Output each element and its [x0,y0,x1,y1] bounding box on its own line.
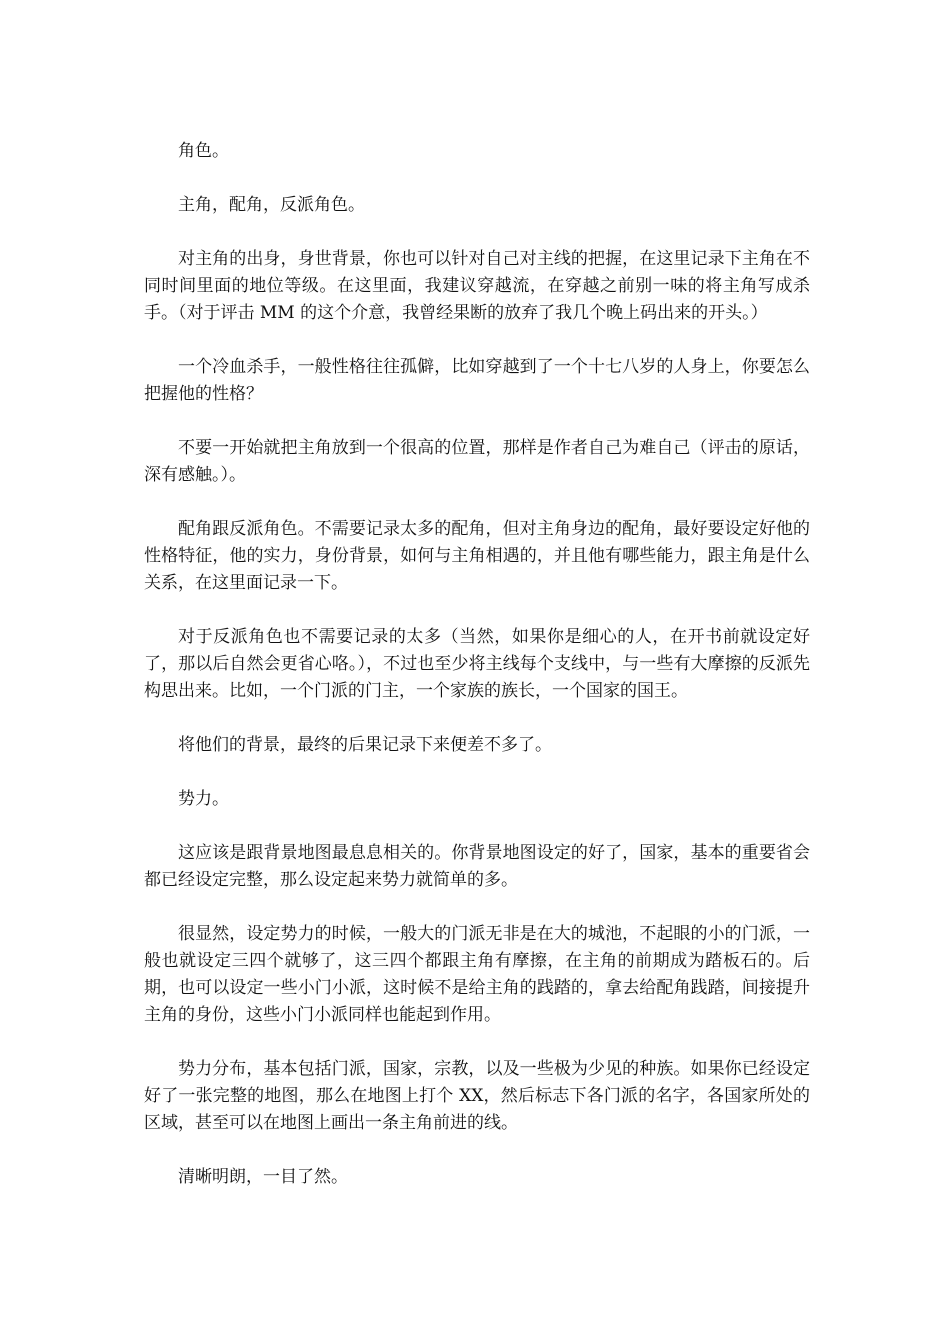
paragraph: 将他们的背景，最终的后果记录下来便差不多了。 [178,735,552,755]
document-body [144,138,810,1218]
paragraph: 一个冷血杀手，一般性格往往孤僻，比如穿越到了一个十七八岁的人身上，你要怎么把握他的性格？ [144,357,810,404]
paragraph: 配角跟反派角色。不需要记录太多的配角，但对主角身边的配角，最好要设定好他的性格特征，他的实力，身份背景，如何与主角相遇的，并且他有哪些能力，跟主角是什么关系，在这里面记录一下。 [144,519,810,593]
paragraph: 很显然，设定势力的时候，一般大的门派无非是在大的城池，不起眼的小的门派，一般也就设定三四个就够了，这三四个都跟主角有摩擦，在主角的前期成为踏板石的。后期，也可以设定一些小门小派，这时候不是给主角的践踏的，拿去给配角践踏，间接提升主角的身份，这些小门小派同样也能起到作用。 [144,924,810,1025]
paragraph: 清晰明朗，一目了然。 [178,1167,348,1187]
paragraph: 这应该是跟背景地图最息息相关的。你背景地图设定的好了，国家，基本的重要省会都已经设定完整，那么设定起来势力就简单的多。 [144,843,810,890]
paragraph: 角色。 [178,141,229,161]
paragraph: 对于反派角色也不需要记录的太多（当然，如果你是细心的人，在开书前就设定好了，那以后自然会更省心咯。），不过也至少将主线每个支线中，与一些有大摩擦的反派先构思出来。比如，一个门派的门主，一个家族的族长，一个国家的国王。 [144,627,810,701]
paragraph: 主角，配角，反派角色。 [178,195,365,215]
paragraph: 不要一开始就把主角放到一个很高的位置，那样是作者自己为难自己（评击的原话，深有感触。）。 [144,438,810,485]
paragraph: 对主角的出身，身世背景，你也可以针对自己对主线的把握，在这里记录下主角在不同时间里面的地位等级。在这里面，我建议穿越流，在穿越之前别一味的将主角写成杀手。（对于评击 MM 的这个介意，我曾经果断的放弃了我几个晚上码出来的开头。） [144,249,810,323]
paragraph: 势力分布，基本包括门派，国家，宗教，以及一些极为少见的种族。如果你已经设定好了一张完整的地图，那么在地图上打个 XX，然后标志下各门派的名字，各国家所处的区域，甚至可以在地图上画出一条主角前进的线。 [144,1059,810,1133]
paragraph: 势力。 [178,789,229,809]
